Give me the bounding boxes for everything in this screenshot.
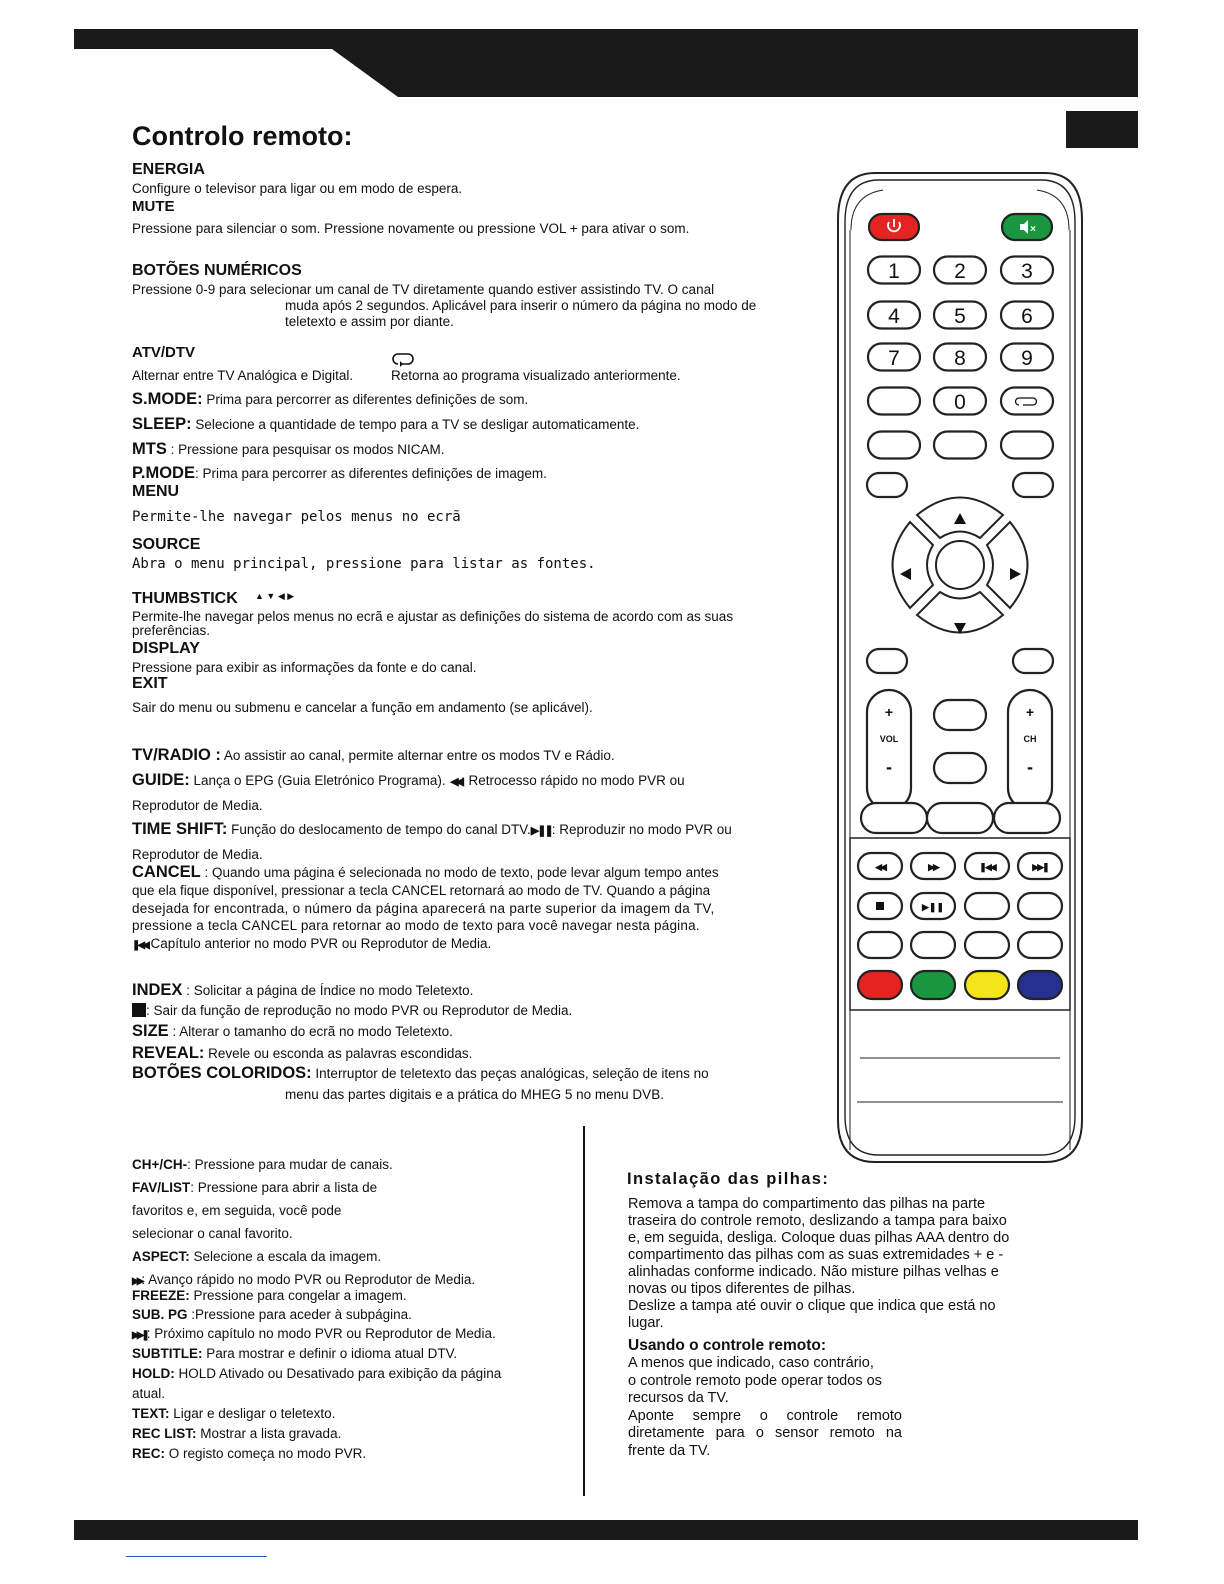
teletext-button — [858, 932, 902, 958]
source-button — [934, 700, 986, 730]
menu-button — [1013, 473, 1053, 497]
key-list-desc: O registo começa no modo PVR. — [165, 1446, 367, 1461]
cancel-text-1: : Quando uma página é selecionada no modo de texto, pode levar algum tempo antes — [200, 865, 719, 880]
thumbstick-heading: THUMBSTICK — [132, 590, 238, 607]
key-list-desc: : Avanço rápido no modo PVR ou Reprodutor de Media. — [141, 1272, 476, 1287]
media-icon: ❚◀◀ — [979, 862, 995, 872]
battery-line: alinhadas conforme indicado. Não misture pilhas velhas e — [628, 1264, 999, 1280]
pmode-heading: P.MODE — [132, 464, 195, 482]
mts-row — [132, 440, 444, 459]
key-list-desc: Para mostrar e definir o idioma atual DTV. — [202, 1346, 458, 1361]
tvradio-row — [132, 746, 615, 765]
function-button — [934, 753, 986, 783]
key-list-key: FAV/LIST — [132, 1180, 191, 1195]
key-list-item — [132, 1346, 457, 1361]
key-list-desc: atual. — [132, 1386, 166, 1401]
media-button — [965, 893, 1009, 919]
prev-chapter-row — [132, 935, 491, 953]
timeshift-row — [132, 820, 732, 839]
reveal-heading: REVEAL: — [132, 1044, 205, 1062]
key-list-item — [132, 1406, 335, 1421]
key-list-desc: : Pressione para mudar de canais. — [187, 1157, 393, 1172]
digit-label: 1 — [888, 260, 900, 283]
function-button — [934, 432, 986, 459]
stop-text: : Sair da função de reprodução no modo PVR ou Reprodutor de Media. — [146, 1003, 573, 1018]
exit-heading: EXIT — [132, 675, 168, 692]
using-line: frente da TV. — [628, 1442, 711, 1459]
ch-label: CH — [1023, 734, 1037, 744]
key-list-item — [132, 1307, 412, 1322]
play-pause-icon: ▶❚❚ — [530, 825, 552, 837]
digit-label: 6 — [1021, 305, 1033, 328]
cancel-text-3: desejada for encontrada, o número da página aparecerá na parte superior da imagem da TV, — [132, 901, 715, 916]
page-title: Controlo remoto: — [132, 121, 353, 151]
timeshift-text-3: Reprodutor de Media. — [132, 847, 263, 862]
timeshift-text-1: Função do deslocamento de tempo do canal DTV. — [227, 822, 531, 837]
teletext-button — [965, 932, 1009, 958]
index-row — [132, 981, 473, 1000]
key-list-desc: HOLD Ativado ou Desativado para exibição da página — [174, 1366, 502, 1381]
battery-line: novas ou tipos diferentes de pilhas. — [628, 1281, 856, 1297]
footer-link-underline — [126, 1556, 267, 1557]
mute-text: Pressione para silenciar o som. Pressione novamente ou pressione VOL + para ativar o som. — [132, 221, 690, 236]
guide-text-2: : Retrocesso rápido no modo PVR ou — [461, 773, 685, 788]
exit-text: Sair do menu ou submenu e cancelar a função em andamento (se aplicável). — [132, 700, 593, 715]
column-divider — [583, 1126, 585, 1496]
battery-line: Deslize a tampa até ouvir o clique que indica que está no — [628, 1298, 996, 1314]
battery-line: lugar. — [628, 1315, 664, 1331]
key-list-item — [132, 1288, 407, 1303]
smode-text: Prima para percorrer as diferentes definições de som. — [202, 392, 529, 407]
mts-heading: MTS — [132, 440, 167, 458]
battery-line: traseira do controle remoto, deslizando a tampa para baixo — [628, 1213, 1007, 1229]
digit-label: 4 — [888, 305, 900, 328]
key-list-key: HOLD: — [132, 1366, 175, 1381]
yellow-button — [965, 971, 1009, 999]
thumbstick-text-2: preferências. — [132, 623, 211, 638]
key-list-item — [132, 1180, 377, 1195]
key-list-item — [132, 1203, 341, 1218]
guide-text-3: Reprodutor de Media. — [132, 798, 263, 813]
play-pause-icon: ▶❚❚ — [921, 902, 945, 912]
using-line: A menos que indicado, caso contrário, — [628, 1355, 874, 1371]
media-icon: ▶▶❚ — [1032, 862, 1048, 872]
display-button — [867, 649, 907, 673]
numeric-text-1: Pressione 0-9 para selecionar um canal de TV diretamente quando estiver assistindo TV. O canal — [132, 282, 715, 297]
recall-text: Retorna ao programa visualizado anteriormente. — [391, 368, 681, 383]
exit-button — [1013, 649, 1053, 673]
blue-button — [1018, 971, 1062, 999]
pmode-row — [132, 464, 547, 483]
mute-heading: MUTE — [132, 198, 175, 215]
numeric-text-3: teletexto e assim por diante. — [285, 314, 454, 329]
red-button — [858, 971, 902, 999]
media-icon: ◀◀ — [875, 862, 885, 872]
ch-plus-label: + — [1025, 704, 1035, 720]
key-list-item — [132, 1426, 341, 1441]
source-heading: SOURCE — [132, 536, 201, 553]
using-line: recursos da TV. — [628, 1390, 729, 1406]
function-button — [868, 432, 920, 459]
key-list-desc: Mostrar a lista gravada. — [196, 1426, 342, 1441]
key-list-item — [132, 1249, 381, 1264]
key-list-item — [132, 1326, 496, 1341]
sleep-heading: SLEEP: — [132, 415, 192, 433]
key-list-desc: favoritos e, em seguida, você pode — [132, 1203, 342, 1218]
colorbtn-text-1: Interruptor de teletexto das peças analógicas, seleção de itens no — [311, 1066, 709, 1081]
guide-text-1: Lança o EPG (Guia Eletrónico Programa). — [189, 773, 446, 788]
key-list-item — [132, 1366, 501, 1381]
cancel-text-4: pressione a tecla CANCEL para retornar ao modo de texto para você navegar nesta página. — [132, 918, 700, 933]
menu-text: Permite-lhe navegar pelos menus no ecrã — [132, 509, 461, 525]
key-list-key: REC: — [132, 1446, 165, 1461]
key-list-desc: Selecione a escala da imagem. — [189, 1249, 382, 1264]
key-list-key: CH+/CH- — [132, 1157, 188, 1172]
digit-label: 7 — [888, 347, 900, 370]
key-list-item — [132, 1446, 366, 1461]
energia-heading: ENERGIA — [132, 161, 205, 178]
vol-label: VOL — [879, 734, 899, 744]
digit-label: 0 — [954, 391, 966, 414]
key-list-key: TEXT: — [132, 1406, 170, 1421]
page-tab — [1066, 111, 1138, 148]
atv-heading: ATV/DTV — [132, 344, 196, 361]
guide-heading: GUIDE: — [132, 771, 190, 789]
numeric-text-2: muda após 2 segundos. Aplicável para inserir o número da página no modo de — [285, 298, 757, 313]
colorbtn-heading: BOTÕES COLORIDOS: — [132, 1064, 312, 1082]
reveal-text: Revele ou esconda as palavras escondidas. — [204, 1046, 473, 1061]
key-list-desc: Ligar e desligar o teletexto. — [169, 1406, 336, 1421]
recall-button — [1001, 388, 1053, 415]
timeshift-text-2: : Reproduzir no modo PVR ou — [551, 822, 732, 837]
media-button — [1018, 893, 1062, 919]
teletext-button — [911, 932, 955, 958]
key-list-desc: : Pressione para abrir a lista de — [190, 1180, 378, 1195]
menu-heading: MENU — [132, 483, 180, 500]
digit-label: 8 — [954, 347, 966, 370]
media-icon: ▶▶ — [928, 862, 938, 872]
colorbtn-text-2: menu das partes digitais e a prática do MHEG 5 no menu DVB. — [285, 1087, 664, 1102]
green-button — [911, 971, 955, 999]
battery-line: compartimento das pilhas com as suas extremidades + e - — [628, 1247, 1004, 1263]
numeric-heading: BOTÕES NUMÉRICOS — [132, 262, 302, 279]
function-button — [1001, 432, 1053, 459]
atv-text: Alternar entre TV Analógica e Digital. — [132, 368, 354, 383]
key-list-desc: Pressione para congelar a imagem. — [189, 1288, 407, 1303]
index-heading: INDEX — [132, 981, 183, 999]
cancel-heading: CANCEL — [132, 863, 201, 881]
key-list-key: SUB. PG — [132, 1307, 188, 1322]
display-heading: DISPLAY — [132, 640, 200, 657]
cancel-text-2: que ela fique disponível, pressionar a tecla CANCEL retornará ao modo de TV. Quando a página — [132, 883, 711, 898]
reveal-row — [132, 1044, 472, 1063]
energia-text: Configure o televisor para ligar ou em modo de espera. — [132, 181, 463, 196]
ch-minus-label: - — [1027, 757, 1033, 777]
function-button — [927, 803, 993, 833]
smode-heading: S.MODE: — [132, 390, 203, 408]
battery-line: Remova a tampa do compartimento das pilhas na parte — [628, 1196, 986, 1212]
guide-row — [132, 771, 685, 790]
key-list-key: FREEZE: — [132, 1288, 190, 1303]
recall-icon — [390, 351, 416, 367]
thumbstick-text-1: Permite-lhe navegar pelos menus no ecrã e ajustar as definições do sistema de acordo com as suas — [132, 609, 734, 624]
tvradio-heading: TV/RADIO : — [132, 746, 221, 764]
digit-label: 5 — [954, 305, 966, 328]
key-list-key: SUBTITLE: — [132, 1346, 203, 1361]
display-text: Pressione para exibir as informações da fonte e do canal. — [132, 660, 477, 675]
key-list-desc: selecionar o canal favorito. — [132, 1226, 293, 1241]
stop-row — [132, 1002, 572, 1020]
thumbstick-arrows-icon: ▲ ▼ ◀ ▶ — [255, 591, 295, 601]
cancel-text-5: Capítulo anterior no modo PVR ou Reprodutor de Media. — [146, 936, 492, 951]
function-button — [994, 803, 1060, 833]
key-list-desc: : Próximo capítulo no modo PVR ou Reprodutor de Media. — [146, 1326, 496, 1341]
size-heading: SIZE — [132, 1022, 169, 1040]
using-line: Aponte sempre o controle remoto — [628, 1407, 902, 1424]
timeshift-heading: TIME SHIFT: — [132, 820, 228, 838]
stop-icon — [132, 1003, 146, 1017]
header-bar — [74, 29, 1138, 97]
smode-row — [132, 390, 528, 409]
using-heading: Usando o controle remoto: — [628, 1337, 827, 1354]
rewind-icon: ◀◀ — [450, 776, 461, 788]
prev-chapter-icon: ❚◀◀ — [132, 940, 147, 951]
source-text: Abra o menu principal, pressione para listar as fontes. — [132, 556, 596, 572]
size-text: : Alterar o tamanho do ecrã no modo Teletexto. — [168, 1024, 453, 1039]
atv-dtv-button — [868, 388, 920, 415]
footer-bar — [74, 1520, 1138, 1540]
key-list-key: ASPECT: — [132, 1249, 190, 1264]
function-button — [861, 803, 927, 833]
colorbtn-row — [132, 1064, 709, 1083]
mts-text: : Pressione para pesquisar os modos NICAM. — [166, 442, 445, 457]
remote-control-illustration — [835, 170, 1085, 1165]
digit-label: 3 — [1021, 260, 1033, 283]
cancel-row — [132, 863, 719, 882]
tvradio-text: Ao assistir ao canal, permite alternar entre os modos TV e Rádio. — [220, 748, 615, 763]
battery-heading: Instalação das pilhas: — [627, 1170, 830, 1188]
key-list-item — [132, 1226, 293, 1241]
pmode-button — [867, 473, 907, 497]
mute-x-glyph: × — [1030, 224, 1036, 235]
key-list-item — [132, 1386, 165, 1401]
key-list-desc: :Pressione para aceder à subpágina. — [187, 1307, 412, 1322]
key-list-icon: ▶▶❚ — [132, 1330, 147, 1341]
battery-line: e, em seguida, desliga. Coloque duas pilhas AAA dentro do — [628, 1230, 1010, 1246]
pmode-text: : Prima para percorrer as diferentes definições de imagem. — [194, 466, 547, 481]
sleep-row — [132, 415, 639, 434]
teletext-button — [1018, 932, 1062, 958]
sleep-text: Selecione a quantidade de tempo para a TV se desligar automaticamente. — [191, 417, 640, 432]
vol-plus-label: + — [884, 704, 894, 720]
digit-label: 2 — [954, 260, 966, 283]
size-row — [132, 1022, 453, 1041]
stop-icon — [876, 902, 884, 910]
index-text: : Solicitar a página de Índice no modo Teletexto. — [182, 983, 474, 998]
digit-label: 9 — [1021, 347, 1033, 370]
key-list-item — [132, 1272, 475, 1287]
using-line: o controle remoto pode operar todos os — [628, 1372, 882, 1389]
using-line: diretamente para o sensor remoto na — [628, 1425, 902, 1441]
key-list-key: REC LIST: — [132, 1426, 197, 1441]
key-list-icon: ▶▶ — [132, 1276, 142, 1287]
dpad-ok-button — [936, 541, 984, 589]
key-list-item — [132, 1157, 393, 1172]
vol-minus-label: - — [886, 757, 892, 777]
